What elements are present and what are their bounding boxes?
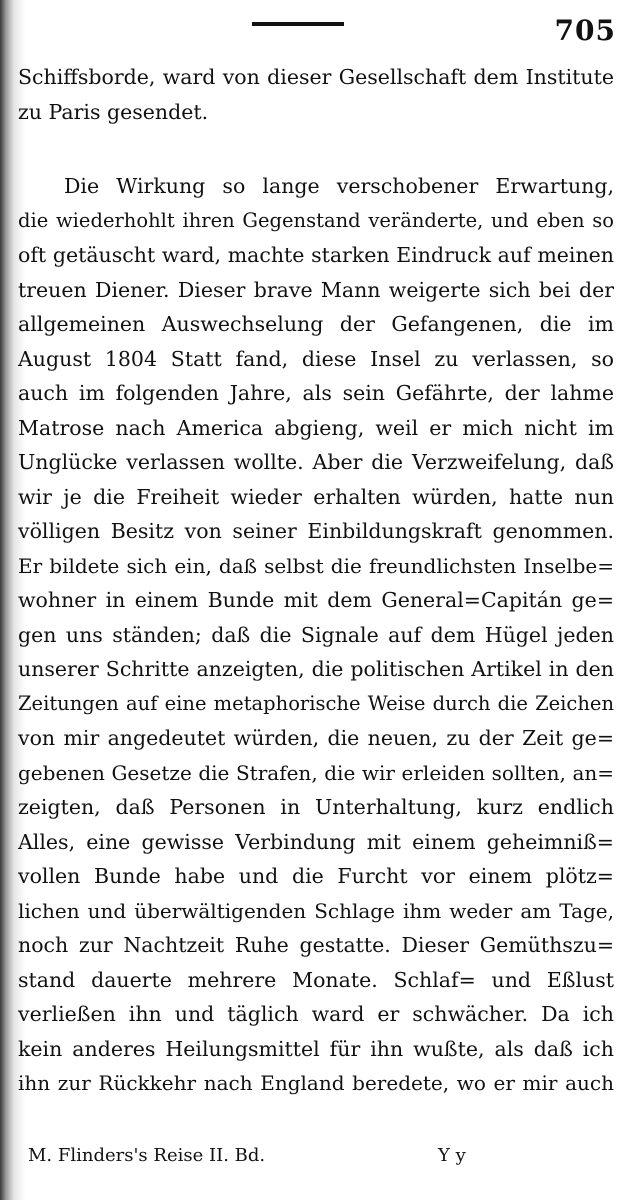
text-line: Alles, eine gewisse Verbindung mit einem geheimniß= — [18, 829, 614, 854]
text-line: oft getäuscht ward, machte starken Eindruck auf meinen — [18, 243, 614, 267]
page-number: 705 — [554, 14, 616, 47]
text-line: gen uns ständen; daß die Signale auf dem Hügel jeden — [18, 622, 614, 647]
text-line: wir je die Freiheit wieder erhalten würden, hatte nun — [18, 484, 614, 509]
text-line: lichen und überwältigenden Schlage ihm weder am Tage, — [18, 898, 614, 923]
header-rule — [252, 22, 344, 26]
text-line: völligen Besitz von seiner Einbildungskraft genommen. — [18, 519, 614, 543]
text-line: Er bildete sich ein, daß selbst die freundlichsten Inselbe= — [18, 553, 614, 578]
text-line: noch zur Nachtzeit Ruhe gestatte. Dieser Gemüthszu= — [18, 933, 614, 957]
text-line: Schiffsborde, ward von dieser Gesellschaft dem Institute — [18, 65, 614, 89]
text-line: ihn zur Rückkehr nach England beredete, wo er mir auch — [18, 1071, 614, 1095]
text-line: stand dauerte mehrere Monate. Schlaf= und Eßlust — [18, 967, 614, 992]
text-line: zu Paris gesendet. — [18, 99, 209, 124]
text-line: zeigten, daß Personen in Unterhaltung, kurz endlich — [18, 795, 614, 819]
text-line: wohner in einem Bunde mit dem General=Capitán ge= — [18, 588, 614, 612]
text-line: von mir angedeutet würden, die neuen, zu der Zeit ge= — [18, 726, 614, 750]
text-line: Die Wirkung so lange verschobener Erwartung, — [64, 174, 614, 198]
text-line: kein anderes Heilungsmittel für ihn wußte, als daß ich — [18, 1036, 614, 1061]
text-line: unserer Schritte anzeigten, die politischen Artikel in den — [18, 657, 614, 681]
text-line: vollen Bunde habe und die Furcht vor einem plötz= — [18, 864, 614, 888]
printer-signature: M. Flinders's Reise II. Bd. — [28, 1145, 266, 1166]
text-line: August 1804 Statt fand, diese Insel zu verlassen, so — [18, 346, 614, 371]
text-line: treuen Diener. Dieser brave Mann weigerte sich bei der — [18, 277, 614, 302]
text-line: Unglücke verlassen wollte. Aber die Verzweifelung, daß — [18, 450, 614, 474]
text-line: Zeitungen auf eine metaphorische Weise durch die Zeichen — [18, 691, 614, 715]
paragraph-gap — [18, 129, 614, 169]
page-footer — [28, 1140, 618, 1172]
text-line: allgemeinen Auswechselung der Gefangenen, die im — [18, 312, 614, 336]
text-line: verließen ihn und täglich ward er schwächer. Da ich — [18, 1002, 614, 1026]
text-line: Matrose nach America abgieng, weil er mich nicht im — [18, 415, 614, 440]
body-text — [18, 60, 614, 1101]
text-line: auch im folgenden Jahre, als sein Gefährte, der lahme — [18, 381, 614, 405]
text-line: gebenen Gesetze die Strafen, die wir erleiden sollten, an= — [18, 760, 614, 785]
text-line: die wiederhohlt ihren Gegenstand veränderte, und eben so — [18, 208, 614, 232]
sheet-mark: Y y — [438, 1145, 466, 1166]
